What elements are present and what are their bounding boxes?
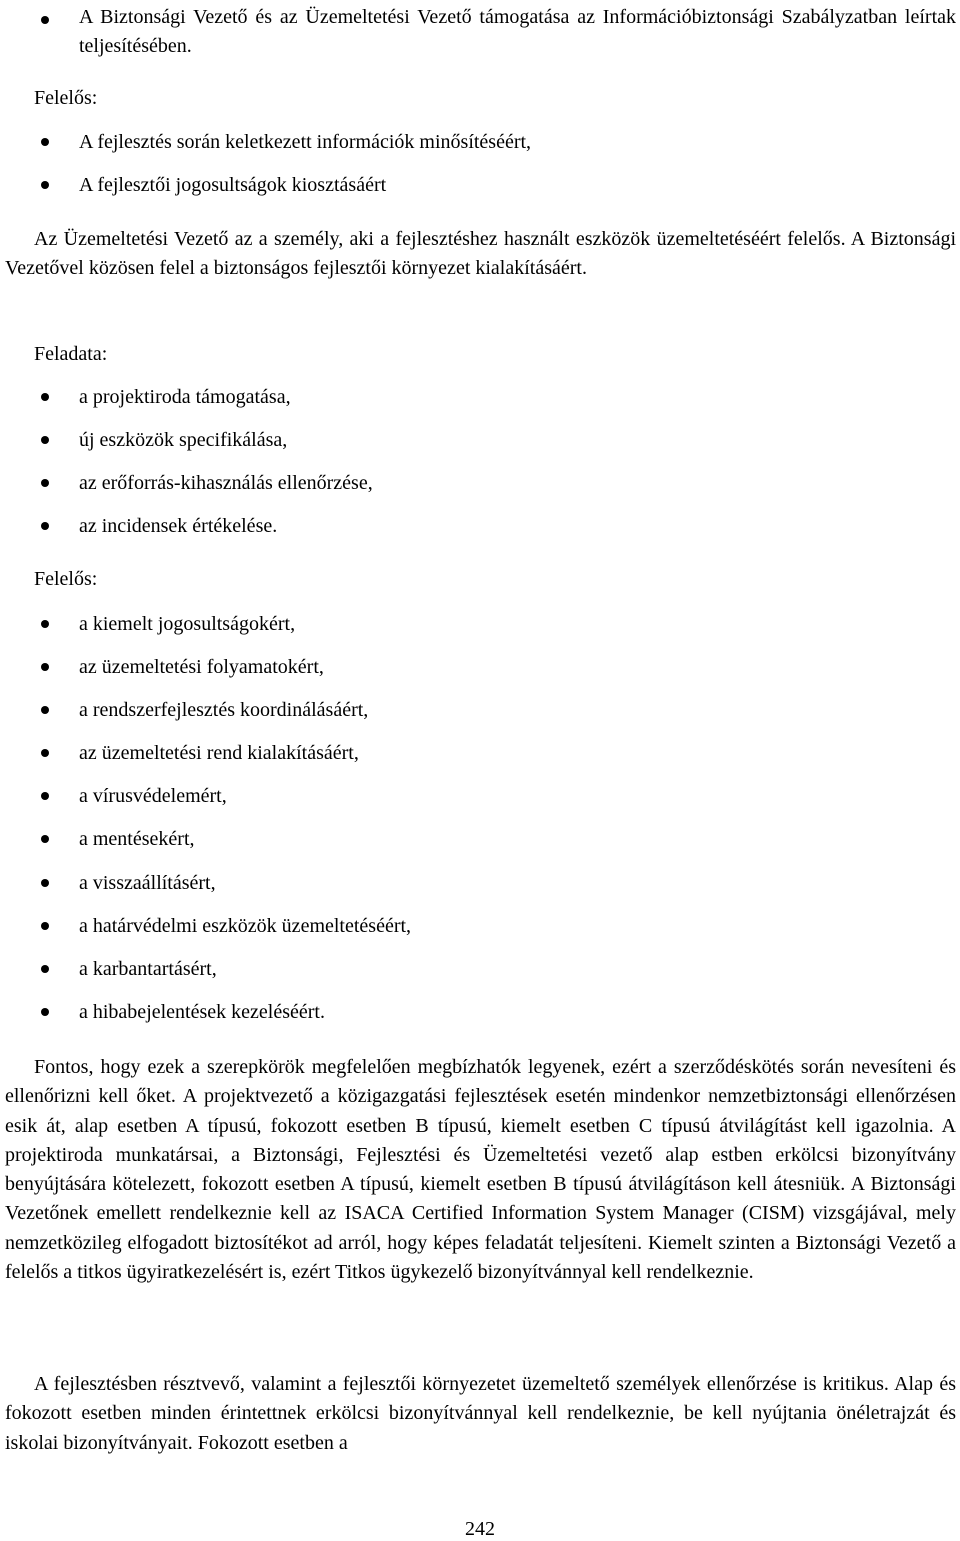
list-item <box>0 428 960 471</box>
list-item-text: A fejlesztői jogosultságok kiosztásáért <box>79 174 387 197</box>
list-item-text: a mentésekért, <box>79 828 195 851</box>
feladata-label: Feladata: <box>34 343 108 365</box>
list-item-text: a vírusvédelemért, <box>79 785 227 808</box>
list-item <box>0 871 960 914</box>
uzemeltetesi-paragraph: Az Üzemeltetési Vezető az a személy, aki a fejlesztéshez használt eszközök üzemeltetéséért felelős. A Biztonsági Vezetővel közösen felel a biztonságos fejlesztői környezet kialakításáért. <box>5 228 956 280</box>
bullet-dot-icon <box>41 181 49 189</box>
felelos-list-2 <box>0 612 960 1043</box>
list-item-text: az incidensek értékelése. <box>79 515 278 538</box>
bullet-dot-icon <box>41 922 49 930</box>
list-item-text: a visszaállításért, <box>79 871 216 894</box>
bullet-dot-icon <box>41 706 49 714</box>
list-item-text: a határvédelmi eszközök üzemeltetéséért, <box>79 914 412 937</box>
list-item <box>0 957 960 1000</box>
bullet-text: A Biztonsági Vezető és az Üzemeltetési Vezető támogatása az Információbiztonsági Szabályzatban leírtak teljesítésében. <box>79 6 956 57</box>
list-item-text: az erőforrás-kihasználás ellenőrzése, <box>79 472 373 495</box>
list-item <box>0 698 960 741</box>
fejlesztesben-paragraph: A fejlesztésben résztvevő, valamint a fejlesztői környezetet üzemeltető személyek ellenőrzése is kritikus. Alap és fokozott esetben minden érintettnek erkölcsi bizonyítvánnyal kell rendelkeznie, be kell nyújtania önéletrajzát és iskolai bizonyítványait. Fokozott esetben a <box>5 1373 956 1454</box>
bullet-dot-icon <box>41 16 49 24</box>
bullet-dot-icon <box>41 663 49 671</box>
list-item <box>0 914 960 957</box>
list-item <box>0 385 960 428</box>
list-item <box>0 514 960 557</box>
list-item-text: a hibabejelentések kezeléséért. <box>79 1000 325 1023</box>
bullet-dot-icon <box>41 965 49 973</box>
bullet-dot-icon <box>41 1008 49 1016</box>
fontos-paragraph: Fontos, hogy ezek a szerepkörök megfelelően megbízhatók legyenek, ezért a szerződéskötés során nevesíteni és ellenőrizni kell őket. A projektvezető a közigazgatási fejlesztések esetén mindenkor nemzetbiztonsági ellenőrzésen esik át, alap esetben A típusú, fokozott esetben B típusú, kiemelt esetben C típusú átvilágítást kell igazolnia. A projektiroda munkatársai, a Biztonsági, Fejlesztési és Üzemeltetési vezető alap estben erkölcsi bizonyítvány benyújtására kötelezett, fokozott esetben A típusú, kiemelt esetben B típusú átvilágításon kell átesniük. A Biztonsági Vezetőnek emellett rendelkeznie kell az ISACA Certified Information System Manager (CISM) vizsgájával, mely nemzetközileg elfogadott biztosítékot ad arról, hogy képes feladatát teljesíteni. Kiemelt szinten a Biztonsági Vezető a felelős a titkos ügyiratkezelésért is, ezért Titkos ügykezelő bizonyítvánnyal kell rendelkeznie. <box>5 1056 956 1284</box>
bullet-dot-icon <box>41 879 49 887</box>
feladata-list <box>0 385 960 557</box>
felelos-list-1 <box>0 130 960 216</box>
bullet-dot-icon <box>41 792 49 800</box>
bullet-dot-icon <box>41 436 49 444</box>
list-item-text: a projektiroda támogatása, <box>79 386 291 408</box>
list-item <box>0 1000 960 1043</box>
list-item <box>0 173 960 216</box>
list-item <box>0 784 960 827</box>
bullet-dot-icon <box>41 835 49 843</box>
list-item-text: A fejlesztés során keletkezett információk minősítéséért, <box>79 131 532 153</box>
felelos-label: Felelős: <box>34 568 98 590</box>
bullet-dot-icon <box>41 522 49 530</box>
list-item <box>0 655 960 698</box>
list-item <box>0 471 960 514</box>
bullet-dot-icon <box>41 138 49 146</box>
list-item <box>0 827 960 870</box>
page-number: 242 <box>465 1518 495 1540</box>
bullet-dot-icon <box>41 620 49 628</box>
bullet-dot-icon <box>41 749 49 757</box>
felelos-label: Felelős: <box>34 87 98 109</box>
list-item-text: a kiemelt jogosultságokért, <box>79 613 296 635</box>
list-item-text: új eszközök specifikálása, <box>79 429 288 452</box>
list-item-text: a rendszerfejlesztés koordinálásáért, <box>79 699 369 722</box>
list-item-text: az üzemeltetési rend kialakításáért, <box>79 742 359 765</box>
list-item-text: az üzemeltetési folyamatokért, <box>79 656 324 679</box>
list-item <box>0 612 960 655</box>
list-item <box>0 741 960 784</box>
bullet-dot-icon <box>41 479 49 487</box>
list-item-text: a karbantartásért, <box>79 957 217 980</box>
list-item <box>0 130 960 173</box>
bullet-dot-icon <box>41 393 49 401</box>
